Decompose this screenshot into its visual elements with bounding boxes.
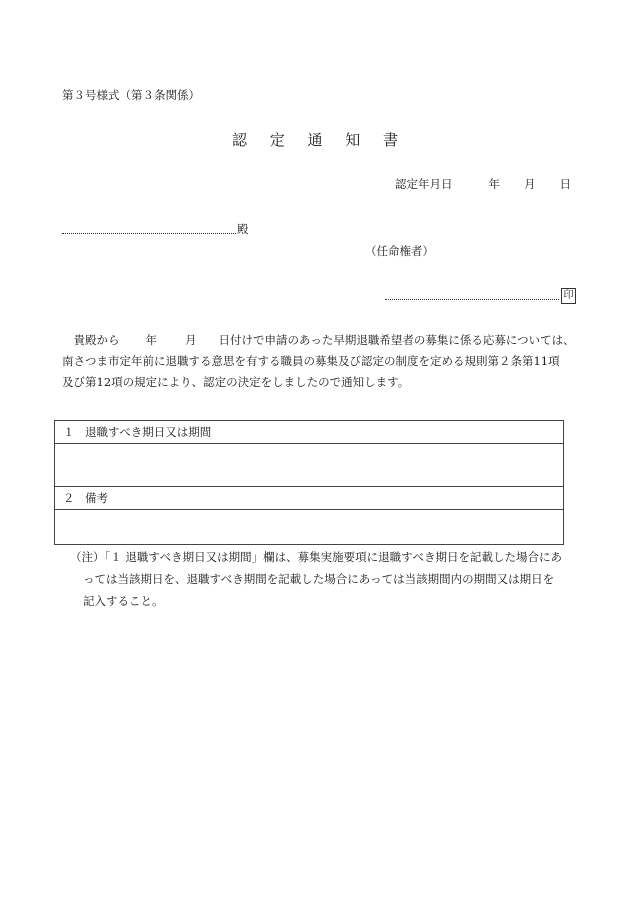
appointer-label: （任命権者） (365, 244, 434, 258)
footnote-line-2: っては当該期日を、退職すべき期間を記載した場合にあっては当該期間内の期間又は期日を (83, 572, 555, 586)
remarks-field[interactable] (55, 510, 564, 545)
notice-body (62, 330, 582, 393)
table-row (55, 510, 564, 545)
notice-body-line-2: 南さつま市定年前に退職する意思を有する職員の募集及び認定の制度を定める規則第２条第11項 (62, 354, 560, 368)
row-label: 退職すべき期日又は期間 (85, 425, 212, 439)
footnote (70, 546, 590, 612)
certification-date-year: 年 (488, 177, 500, 191)
table-row (55, 444, 564, 487)
notice-body-year: 年 (145, 333, 157, 347)
notice-body-month: 月 (185, 333, 197, 347)
notice-body-line-1 (62, 330, 582, 351)
certification-date-label: 認定年月日 (395, 177, 453, 191)
seal-mark: 印 (561, 288, 576, 304)
footnote-line-3: 記入すること。 (83, 594, 164, 608)
certification-date (395, 176, 571, 192)
notice-body-line-3: 及び第12項の規定により、認定の決定をしましたので通知します。 (62, 375, 410, 389)
notice-body-from: 貴殿から (73, 333, 120, 347)
addressee-suffix: 殿 (237, 222, 249, 236)
document-title: 認 定 通 知 書 (231, 131, 408, 149)
certification-date-month: 月 (524, 177, 536, 191)
appointer-name-line[interactable] (385, 299, 559, 300)
table-row (55, 487, 564, 510)
retirement-date-field[interactable] (55, 444, 564, 487)
table-row (55, 421, 564, 444)
table-header-retirement (55, 421, 564, 444)
form-number: 第３号様式（第３条関係） (62, 88, 200, 102)
items-table (54, 420, 564, 545)
row-label: 備考 (85, 491, 108, 505)
notice-body-text: 日付けで申請のあった早期退職希望者の募集に係る応募については、 (218, 333, 575, 347)
addressee-name-line[interactable] (62, 233, 236, 234)
row-number: １ (63, 425, 75, 439)
footnote-line-1: （注）「１ 退職すべき期日又は期間」欄は、募集実施要項に退職すべき期日を記載した場合にあ (70, 550, 562, 564)
row-number: ２ (63, 491, 75, 505)
table-header-remarks (55, 487, 564, 510)
certification-date-day: 日 (559, 177, 571, 191)
